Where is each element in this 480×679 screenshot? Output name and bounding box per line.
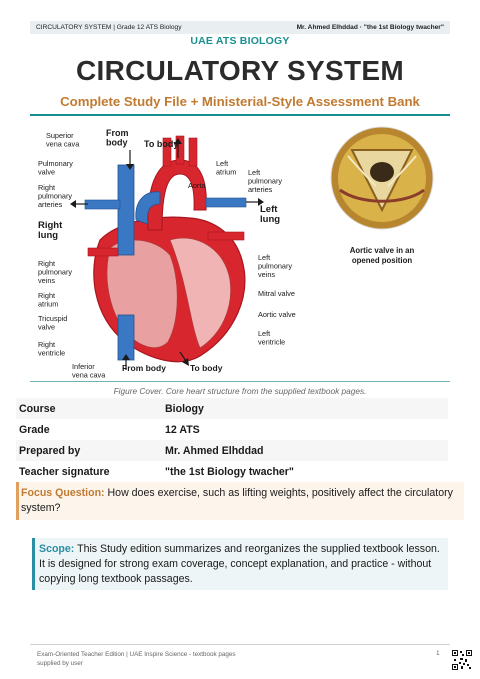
info-key: Grade [19,423,50,436]
label-aorta: Aorta [188,181,206,190]
label-left-lung: Left lung [260,204,281,225]
label-left-atrium: Left atrium [216,159,237,177]
photo-caption: Aortic valve in an opened position [349,246,415,265]
subject-label: UAE ATS BIOLOGY [190,35,290,47]
info-key: Teacher signature [19,465,110,478]
aortic-valve-photo [331,127,433,229]
focus-question-label: Focus Question: [21,487,105,499]
footer-divider [30,644,450,645]
label-from-body-top: From body [106,128,129,148]
focus-question-box [16,482,464,520]
label-right-pulmonary-veins: Right pulmonary veins [38,259,73,285]
info-value: "the 1st Biology twacher" [165,465,294,478]
scope-text: This Study edition summarizes and reorganizes the supplied textbook lesson. It is designed for strong exam coverage, concept explanation, and practice - without copying long textbook passages. [39,543,440,585]
page-subtitle: Complete Study File + Ministerial-Style Assessment Bank [60,94,420,109]
running-header [30,21,450,34]
label-aortic-valve: Aortic valve [258,310,296,319]
figure-divider [30,381,450,382]
scope-label: Scope: [39,543,75,555]
header-left-text: CIRCULATORY SYSTEM | Grade 12 ATS Biology [36,24,182,31]
label-tricuspid-valve: Tricuspid valve [38,314,68,332]
header-author-text: Mr. Ahmed Elhddad · "the 1st Biology twacher" [296,24,444,31]
label-right-atrium: Right atrium [38,291,59,309]
label-left-pulmonary-arteries: Left pulmonary arteries [248,168,283,194]
label-left-ventricle: Left ventricle [258,329,286,347]
info-table [16,398,448,482]
scope-box [32,538,448,590]
label-superior-vena-cava: Superior vena cava [46,131,80,149]
label-to-body-bottom: To body [190,363,223,373]
label-mitral-valve: Mitral valve [258,289,295,298]
info-row-course [16,398,448,419]
info-value: Biology [165,402,204,415]
label-left-pulmonary-veins: Left pulmonary veins [258,253,293,279]
figure-caption: Figure Cover. Core heart structure from the supplied textbook pages. [113,386,367,396]
label-pulmonary-valve: Pulmonary valve [38,159,73,177]
info-key: Course [19,402,56,415]
label-right-ventricle: Right ventricle [38,340,66,358]
info-row-prepared-by [16,440,448,461]
focus-question-text: How does exercise, such as lifting weights, positively affect the circulatory system? [21,487,453,514]
label-from-body-bottom: From body [122,363,166,373]
info-key: Prepared by [19,444,81,457]
label-to-body-top: To body [144,139,179,149]
page-number: 1 [436,650,440,657]
label-right-pulmonary-arteries: Right pulmonary arteries [38,183,73,209]
qr-code-icon [452,650,472,670]
label-right-lung: Right lung [38,220,63,241]
info-value: 12 ATS [165,423,200,436]
label-inferior-vena-cava: Inferior vena cava [72,362,106,378]
heart-figure [30,120,450,378]
info-value: Mr. Ahmed Elhddad [165,444,264,457]
footer-text: Exam-Oriented Teacher Edition | UAE Inspire Science - textbook pages supplied by user [37,651,236,667]
title-divider [30,114,450,116]
info-row-signature [16,461,448,482]
page-title: CIRCULATORY SYSTEM [76,55,404,86]
info-row-grade [16,419,448,440]
